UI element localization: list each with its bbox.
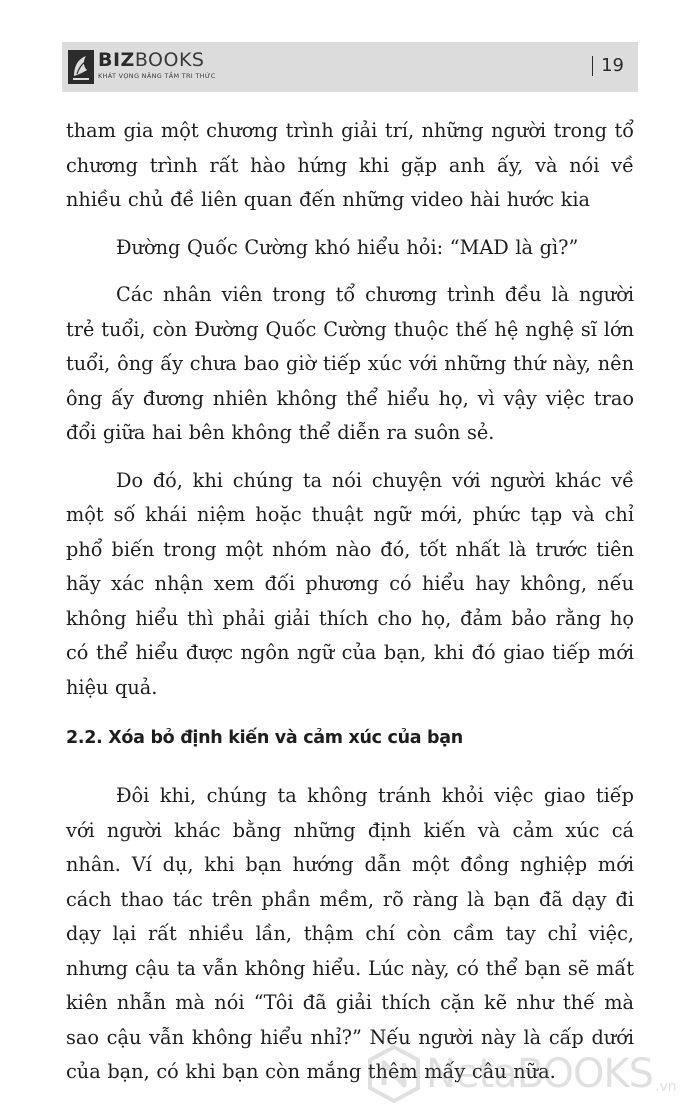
- watermark-suffix: .vn: [655, 1079, 677, 1095]
- body-paragraph: tham gia một chương trình giải trí, những người trong tổ chương trình rất hào hứng khi gặp anh ấy, và nói về nhiều chủ đề liên quan đến những video hài hước kia: [66, 119, 634, 211]
- brand-name: [98, 49, 216, 71]
- body-paragraph: Đường Quốc Cường khó hiểu hỏi: “MAD là gì?”: [116, 235, 579, 259]
- watermark-text: NetaBOOKS: [426, 1051, 654, 1097]
- netabooks-watermark: [368, 1045, 677, 1103]
- section-heading: 2.2. Xóa bỏ định kiến và cảm xúc của bạn: [66, 728, 463, 748]
- body-paragraph: Đôi khi, chúng ta không tránh khỏi việc giao tiếp với người khác bằng những định kiến và cảm xúc cá nhân. Ví dụ, khi bạn hướng dẫn một đồng nghiệp mới cách thao tác trên phần mềm, rõ ràng là bạn đã dạy đi dạy lại rất nhiều lần, thậm chí còn cầm tay chỉ việc, nhưng cậu ta vẫn không hiểu. Lúc này, có thể bạn sẽ mất kiên nhẫn mà nói “Tôi đã giải thích cặn kẽ như thế mà sao cậu vẫn không hiểu nhỉ?” Nếu người này là cấp dưới của bạn, có khi bạn còn mắng thêm mấy câu nữa.: [66, 784, 634, 1083]
- page-body: [66, 114, 634, 1090]
- netabooks-logo-icon: [368, 1045, 420, 1103]
- brand-logo: [98, 49, 216, 80]
- page-header: [62, 42, 638, 92]
- body-paragraph: Các nhân viên trong tổ chương trình đều là người trẻ tuổi, còn Đường Quốc Cường thuộc thế hệ nghệ sĩ lớn tuổi, ông ấy chưa bao giờ tiếp xúc với những thứ này, nên ông ấy đương nhiên không thể hiểu họ, vì vậy việc trao đổi giữa hai bên không thể diễn ra suôn sẻ.: [66, 283, 634, 444]
- brand-name-biz: BIZ: [98, 49, 135, 71]
- page-number: 19: [601, 55, 624, 76]
- page-number-divider: [592, 56, 594, 76]
- bizbooks-logo-icon: [68, 50, 94, 84]
- body-paragraph: Do đó, khi chúng ta nói chuyện với người khác về một số khái niệm hoặc thuật ngữ mới, phức tạp và chỉ phổ biến trong một nhóm nào đó, tốt nhất là trước tiên hãy xác nhận xem đối phương có hiểu hay không, nếu không hiểu thì phải giải thích cho họ, đảm bảo rằng họ có thể hiểu được ngôn ngữ của bạn, khi đó giao tiếp mới hiệu quả.: [66, 468, 634, 699]
- brand-name-books: BOOKS: [134, 49, 205, 71]
- page-number-area: [592, 55, 624, 76]
- brand-tagline: KHÁT VỌNG NÂNG TẦM TRI THỨC: [98, 72, 216, 80]
